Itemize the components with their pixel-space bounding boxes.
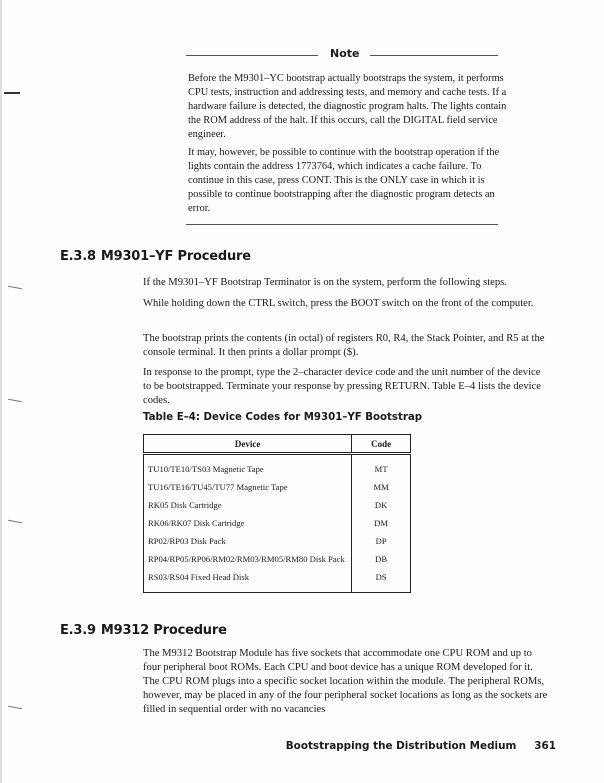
code-cell: MT	[374, 464, 388, 474]
device-cell: RP04/RP05/RP06/RM02/RM03/RM05/RM80 Disk Pack	[144, 551, 352, 569]
section-heading	[60, 623, 227, 638]
code-cell: DM	[374, 518, 389, 528]
table-caption: Table E–4: Device Codes for M9301–YF Bootstrap	[143, 412, 423, 423]
note-rule-bottom	[186, 224, 498, 225]
margin-mark	[4, 92, 20, 94]
section-number: E.3.8	[60, 249, 96, 264]
table-header-device: Device	[144, 435, 352, 454]
code-cell: MM	[373, 482, 389, 492]
table-row	[144, 533, 411, 551]
device-cell: TU10/TE10/TS03 Magnetic Tape	[144, 454, 352, 480]
code-cell: DB	[375, 554, 388, 564]
margin-mark	[8, 286, 22, 289]
table-row	[144, 454, 411, 480]
body-paragraph: The M9312 Bootstrap Module has five sockets that accommodate one CPU ROM and up to four peripheral boot ROMs. Each CPU and boot device has a unique ROM developed for it. The CPU ROM plugs into a specific socket location within the module. The peripheral ROMs, however, may be placed in any of the four peripheral socket locations as long as the sockets are filled in sequential order with no vacancies	[143, 648, 548, 715]
device-cell: RK05 Disk Cartridge	[144, 497, 352, 515]
code-cell: DK	[374, 500, 388, 510]
device-cell: RP02/RP03 Disk Pack	[144, 533, 352, 551]
code-cell: DP	[375, 536, 387, 546]
body-paragraph: In response to the prompt, type the 2–character device code and the unit number of the device to be bootstrapped. Terminate your response by pressing RETURN. Table E–4 lists the device codes.	[143, 367, 541, 406]
device-codes-table	[143, 434, 411, 593]
footer-title: Bootstrapping the Distribution Medium	[285, 740, 517, 752]
section-number: E.3.9	[60, 623, 96, 638]
margin-mark	[8, 520, 22, 523]
body-paragraph: The bootstrap prints the contents (in octal) of registers R0, R4, the Stack Pointer, and R5 at the console terminal. It then prints a dollar prompt ($).	[143, 333, 545, 358]
note-paragraph: Before the M9301–YC bootstrap actually bootstraps the system, it performs CPU tests, instruction and addressing tests, and memory and cache tests. If a hardware failure is detected, the diagnostic program halts. The lights contain the ROM address of the halt. If this occurs, call the DIGITAL field service engineer.	[188, 73, 507, 140]
margin-mark	[8, 399, 22, 402]
table-row	[144, 497, 411, 515]
device-cell: RS03/RS04 Fixed Head Disk	[144, 569, 352, 593]
page-number: 361	[534, 740, 556, 752]
page-binding-edge	[0, 0, 2, 783]
margin-mark	[8, 706, 22, 709]
section-title: M9312 Procedure	[100, 623, 227, 638]
page-footer	[286, 740, 556, 752]
table-row	[144, 515, 411, 533]
section-title: M9301–YF Procedure	[100, 249, 251, 264]
table-row	[144, 479, 411, 497]
body-paragraph: While holding down the CTRL switch, press the BOOT switch on the front of the computer.	[143, 298, 534, 309]
section-heading	[60, 249, 251, 264]
table-header-code: Code	[352, 435, 411, 454]
note-title: Note	[330, 47, 360, 60]
note-paragraph: It may, however, be possible to continue with the bootstrap operation if the lights contain the address 1773764, which indicates a cache failure. To continue in this case, press CONT. This is the ONLY case in which it is possible to continue bootstrapping after the diagnostic program detects an error.	[188, 147, 500, 214]
table-row	[144, 551, 411, 569]
code-cell: DS	[375, 572, 387, 582]
note-rule-right	[370, 55, 498, 56]
body-paragraph: If the M9301–YF Bootstrap Terminator is on the system, perform the following steps.	[143, 277, 507, 288]
device-cell: RK06/RK07 Disk Cartridge	[144, 515, 352, 533]
note-rule-left	[186, 55, 318, 56]
device-cell: TU16/TE16/TU45/TU77 Magnetic Tape	[144, 479, 352, 497]
table-row	[144, 569, 411, 593]
